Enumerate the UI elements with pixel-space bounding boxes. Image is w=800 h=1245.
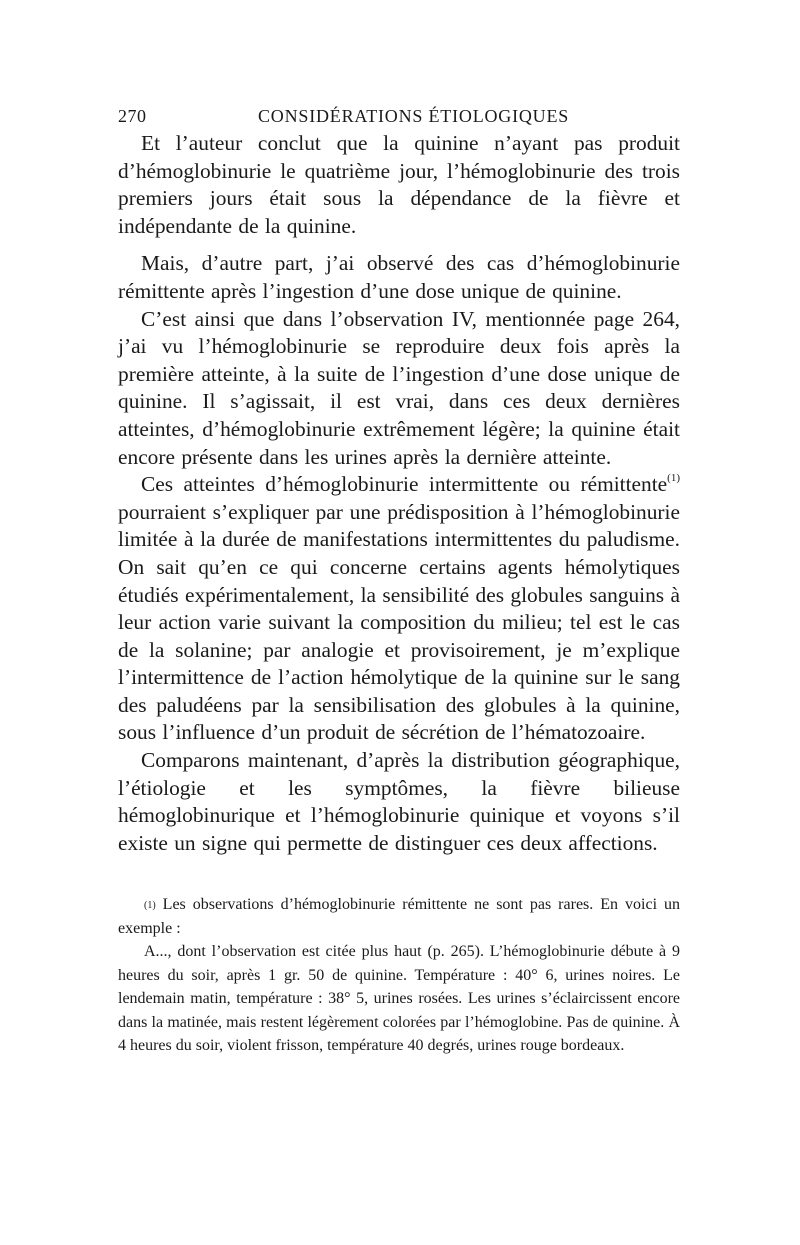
body-text — [118, 130, 680, 857]
paragraph-4-start: Ces atteintes d’hémoglobinurie intermittente ou rémittente — [141, 472, 668, 497]
footnote-reference: (1) — [667, 472, 680, 485]
footnote-intro-text: Les observations d’hémoglobinurie rémittente ne sont pas rares. En voici un exemple : — [118, 896, 681, 937]
footnote-example: A..., dont l’observation est citée plus haut (p. 265). L’hémoglobinurie débute à 9 heures du soir, après 1 gr. 50 de quinine. Température : 40° 6, urines noires. Le lendemain matin, température : 38° 5, urines rosées. Les urines s’éclaircissent encore dans la matinée, mais restent légèrement colorées par l’hémoglobine. Pas de quinine. À 4 heures du soir, violent frisson, température 40 degrés, urines rouge bordeaux. — [118, 943, 680, 1055]
running-head — [118, 100, 680, 130]
book-page — [118, 100, 680, 1058]
page-number: 270 — [118, 106, 147, 126]
paragraph-1: Et l’auteur conclut que la quinine n’ayant pas produit d’hémoglobinurie le quatrième jour, l’hémoglobinurie des trois premiers jours était sous la dépendance de la fièvre et indépendante de la quinine. — [118, 131, 680, 238]
footnote-marker: (1) — [144, 900, 156, 912]
footnotes — [118, 893, 680, 1058]
paragraph-4 — [118, 471, 680, 747]
paragraph-4-rest: pourraient s’expliquer par une prédisposition à l’hémoglobinurie limitée à la durée de manifestations intermittentes du paludisme. On sait qu’en ce qui concerne certains agents hémolytiques étudiés expérimentalement, la sensibilité des globules sanguins à leur action varie suivant la composition du milieu; tel est le cas de la solanine; par analogie et provisoirement, je m’explique l’intermittence de l’action hémolytique de la quinine sur le sang des paludéens par la sensibilisation des globules à la quinine, sous l’influence d’un produit de sécrétion de l’hématozoaire. — [118, 499, 680, 745]
paragraph-3: C’est ainsi que dans l’observation IV, mentionnée page 264, j’ai vu l’hémoglobinurie se reproduire deux fois après la première atteinte, à la suite de l’ingestion d’une dose unique de quinine. Il s’agissait, il est vrai, dans ces deux dernières atteintes, d’hémoglobinurie extrêmement légère; la quinine était encore présente dans les urines après la dernière atteinte. — [118, 306, 680, 469]
running-title: CONSIDÉRATIONS ÉTIOLOGIQUES — [258, 106, 570, 126]
footnote-intro — [118, 893, 680, 940]
paragraph-5: Comparons maintenant, d’après la distribution géographique, l’étiologie et les symptômes, la fièvre bilieuse hémoglobinurique et l’hémoglobinurie quinique et voyons s’il existe un signe qui permette de distinguer ces deux affections. — [118, 748, 680, 855]
paragraph-2: Mais, d’autre part, j’ai observé des cas d’hémoglobinurie rémittente après l’ingestion d’une dose unique de quinine. — [118, 251, 680, 303]
